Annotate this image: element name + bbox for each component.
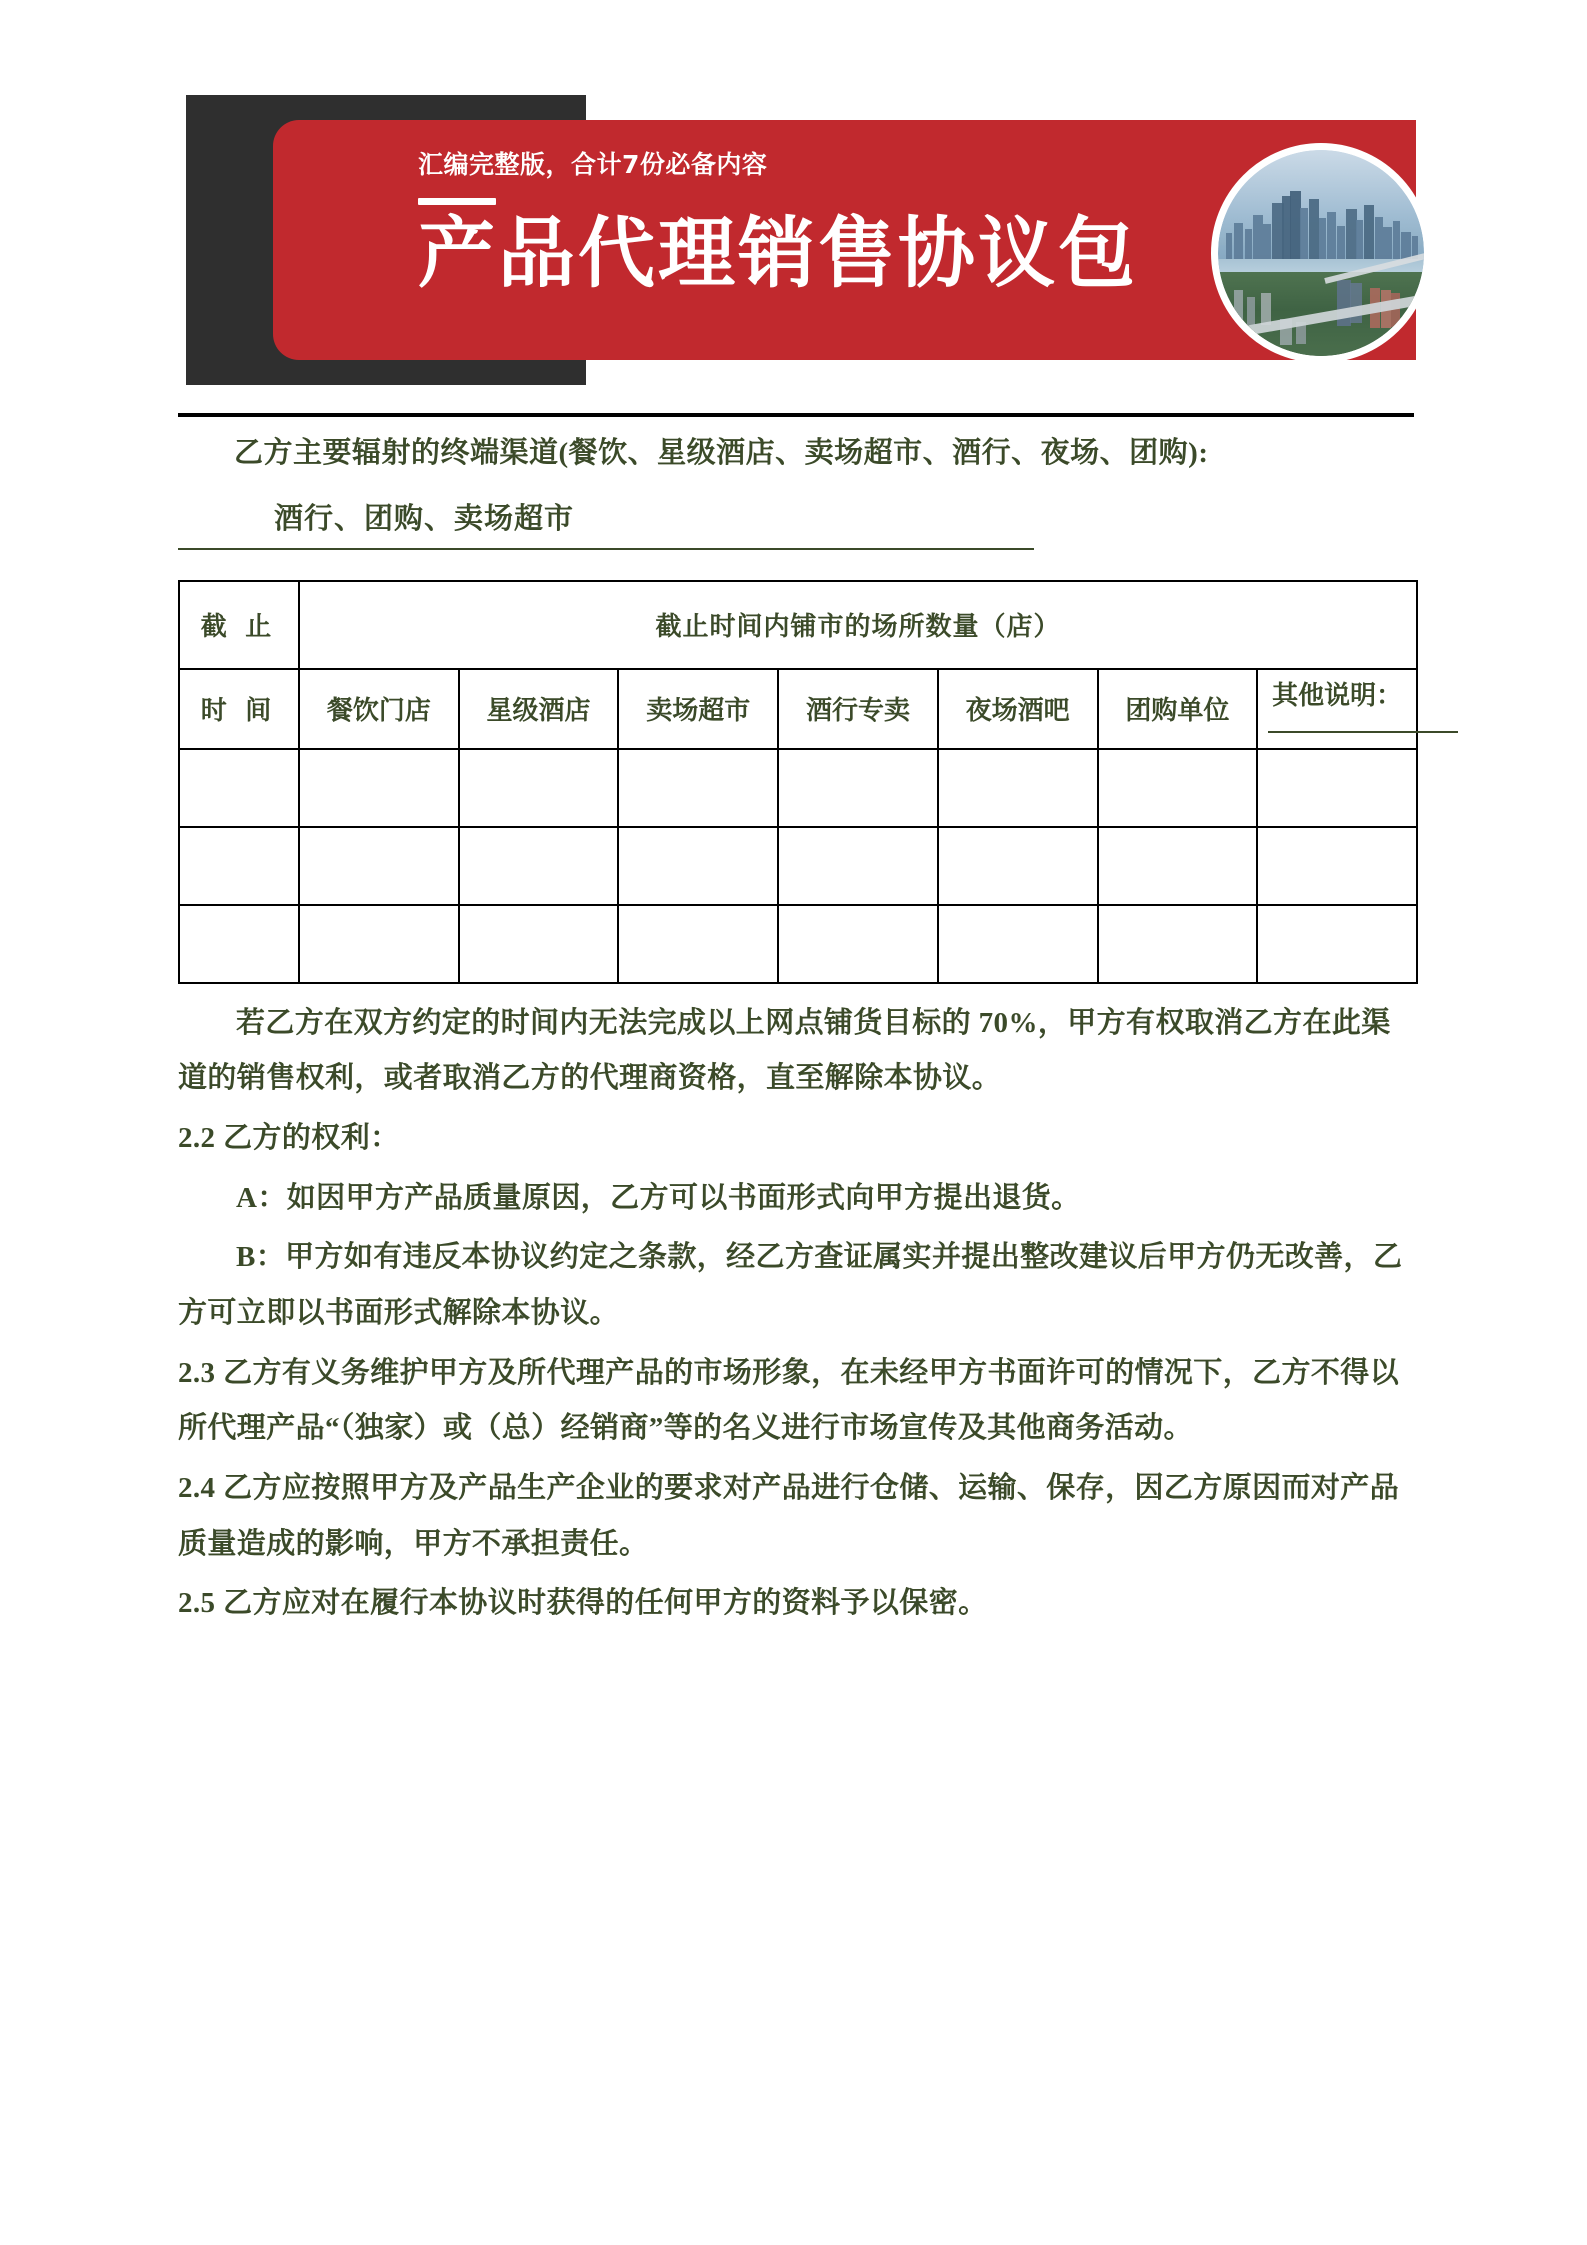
table-row[interactable] <box>179 827 1417 905</box>
paragraph-coverage-penalty: 若乙方在双方约定的时间内无法完成以上网点铺货目标的 70%，甲方有权取消乙方在此渠道的销售权利，或者取消乙方的代理商资格，直至解除本协议。 <box>178 1006 1391 1095</box>
cell-deadline[interactable] <box>179 905 299 983</box>
cell-deadline[interactable] <box>179 827 299 905</box>
clause-2-5-confidentiality: 2.5 乙方应对在履行本协议时获得的任何甲方的资料予以保密。 <box>178 1587 988 1620</box>
cell-restaurant[interactable] <box>299 827 459 905</box>
table-span-header: 截止时间内铺市的场所数量（店） <box>299 581 1417 669</box>
cell-liquor-store[interactable] <box>778 827 938 905</box>
table-row[interactable] <box>179 749 1417 827</box>
cell-liquor-store[interactable] <box>778 749 938 827</box>
cell-star-hotel[interactable] <box>459 749 619 827</box>
banner-divider <box>418 198 496 205</box>
table-row-header-sub <box>179 669 1417 749</box>
skyline-buildings <box>1218 187 1424 261</box>
col-header-night-bar: 夜场酒吧 <box>938 669 1098 749</box>
cell-star-hotel[interactable] <box>459 905 619 983</box>
col-header-restaurant: 餐饮门店 <box>299 669 459 749</box>
col-header-star-hotel: 星级酒店 <box>459 669 619 749</box>
channel-question-line: 乙方主要辐射的终端渠道(餐饮、星级酒店、卖场超市、酒行、夜场、团购): <box>234 437 1209 469</box>
cell-other-note[interactable] <box>1257 749 1417 827</box>
clause-2-4-storage-transport: 2.4 乙方应按照甲方及产品生产企业的要求对产品进行仓储、运输、保存，因乙方原因而对产品质量造成的影响，甲方不承担责任。 <box>178 1471 1400 1560</box>
cell-supermarket[interactable] <box>618 749 778 827</box>
other-note-label: 其他说明： <box>1272 681 1403 711</box>
cell-night-bar[interactable] <box>938 905 1098 983</box>
document-body <box>178 432 1418 1632</box>
clause-a-return-goods: A：如因甲方产品质量原因，乙方可以书面形式向甲方提出退货。 <box>236 1181 1081 1214</box>
cell-liquor-store[interactable] <box>778 905 938 983</box>
cell-star-hotel[interactable] <box>459 827 619 905</box>
cell-night-bar[interactable] <box>938 749 1098 827</box>
col-header-liquor-store: 酒行专卖 <box>778 669 938 749</box>
city-skyline-photo <box>1211 143 1431 363</box>
cell-restaurant[interactable] <box>299 905 459 983</box>
header-rule <box>178 413 1414 417</box>
banner-red-card <box>273 120 1416 360</box>
channel-answer-field[interactable]: 酒行、团购、卖场超市 <box>178 498 1034 550</box>
cell-restaurant[interactable] <box>299 749 459 827</box>
clause-2-3-brand-image: 2.3 乙方有义务维护甲方及所代理产品的市场形象，在未经甲方书面许可的情况下，乙方不得以所代理产品“（独家）或（总）经销商”等的名义进行市场宣传及其他商务活动。 <box>178 1356 1400 1445</box>
cell-deadline[interactable] <box>179 749 299 827</box>
cell-other-note[interactable] <box>1257 905 1417 983</box>
cell-group-buy[interactable] <box>1098 749 1258 827</box>
table-row-header-label-2: 时 间 <box>179 669 299 749</box>
coverage-table <box>178 580 1418 984</box>
cell-supermarket[interactable] <box>618 827 778 905</box>
cell-night-bar[interactable] <box>938 827 1098 905</box>
cell-supermarket[interactable] <box>618 905 778 983</box>
table-row[interactable] <box>179 905 1417 983</box>
col-header-other-note <box>1257 669 1417 749</box>
cell-group-buy[interactable] <box>1098 905 1258 983</box>
col-header-supermarket: 卖场超市 <box>618 669 778 749</box>
banner-subtitle: 汇编完整版，合计7份必备内容 <box>418 150 768 179</box>
table-row-header-top <box>179 581 1417 669</box>
clause-b-terminate: B：甲方如有违反本协议约定之条款，经乙方查证属实并提出整改建议后甲方仍无改善，乙方可立即以书面形式解除本协议。 <box>178 1241 1403 1329</box>
table-row-header-label-1: 截 止 <box>179 581 299 669</box>
photo-clip <box>1218 150 1424 356</box>
other-note-blank[interactable] <box>1268 731 1458 733</box>
header-banner <box>186 95 1416 385</box>
heading-2-2-rights: 2.2 乙方的权利： <box>178 1121 400 1154</box>
cell-group-buy[interactable] <box>1098 827 1258 905</box>
col-header-group-buy: 团购单位 <box>1098 669 1258 749</box>
banner-title: 产品代理销售协议包 <box>418 210 1138 299</box>
cell-other-note[interactable] <box>1257 827 1417 905</box>
banner-text-group <box>418 150 1238 299</box>
